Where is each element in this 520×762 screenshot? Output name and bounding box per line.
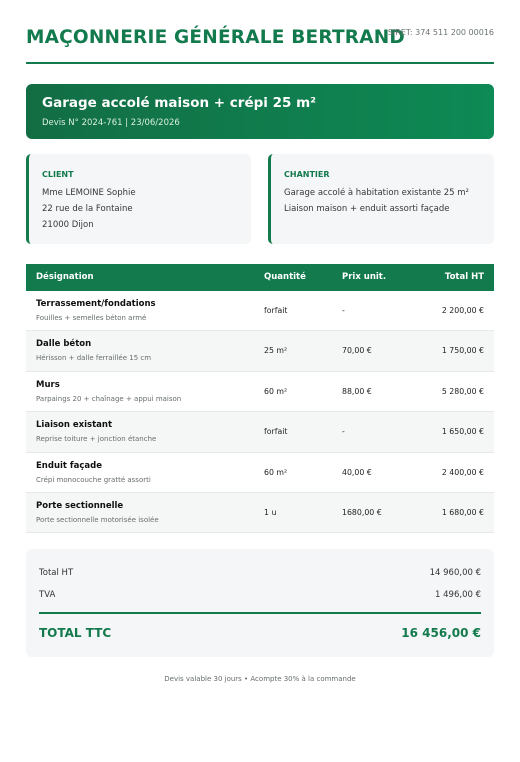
- item-quantity: forfait: [264, 306, 288, 315]
- item-unit-price: 40,00 €: [342, 467, 372, 477]
- item-unit-price: -: [342, 306, 345, 315]
- quote-table: [26, 264, 494, 533]
- item-total: 1 680,00 €: [441, 507, 484, 517]
- item-quantity: 25 m²: [264, 346, 288, 356]
- tva-value: 1 496,00 €: [435, 590, 481, 600]
- table-header: [26, 264, 494, 291]
- table-row: [26, 372, 494, 412]
- item-name: Porte sectionnelle: [36, 500, 124, 511]
- tva-label: TVA: [39, 590, 56, 600]
- item-total: 1 750,00 €: [441, 346, 484, 356]
- total-ht-value: 14 960,00 €: [429, 568, 481, 578]
- item-description: Porte sectionnelle motorisée isolée: [36, 515, 159, 524]
- client-heading: CLIENT: [42, 170, 74, 179]
- table-row: [26, 453, 494, 493]
- footer-note: Devis valable 30 jours • Acompte 30% à la commande: [164, 675, 356, 683]
- item-unit-price: -: [342, 427, 345, 437]
- item-name: Enduit façade: [36, 460, 102, 471]
- item-quantity: 60 m²: [264, 386, 288, 396]
- item-description: Reprise toiture + jonction étanche: [36, 435, 157, 444]
- item-name: Dalle béton: [36, 339, 92, 350]
- item-description: Hérisson + dalle ferraillée 15 cm: [36, 354, 152, 363]
- item-quantity: 1 u: [264, 507, 277, 517]
- client-name: Mme LEMOINE Sophie: [42, 188, 136, 198]
- client-city: 21000 Dijon: [42, 220, 94, 230]
- item-total: 1 650,00 €: [441, 427, 484, 437]
- chantier-heading: CHANTIER: [284, 170, 330, 179]
- item-description: Fouilles + semelles béton armé: [36, 314, 147, 322]
- column-header-total: Total HT: [444, 272, 484, 282]
- item-total: 5 280,00 €: [441, 386, 484, 396]
- table-row: [26, 291, 494, 331]
- item-description: Parpaings 20 + chaînage + appui maison: [36, 394, 182, 403]
- quote-title: Garage accolé maison + crépi 25 m²: [42, 95, 317, 111]
- chantier-line: Garage accolé à habitation existante 25 m²: [284, 188, 469, 198]
- column-header-unit-price: Prix unit.: [342, 272, 387, 282]
- item-total: 2 400,00 €: [441, 467, 484, 477]
- chantier-card: [268, 154, 494, 244]
- client-card: [26, 154, 251, 244]
- item-name: Murs: [36, 379, 60, 390]
- document-header: [26, 24, 494, 64]
- totals-divider: [39, 612, 481, 614]
- total-ttc-label: TOTAL TTC: [39, 626, 112, 640]
- item-quantity: 60 m²: [264, 467, 288, 477]
- table-row: [26, 493, 494, 533]
- company-name: MAÇONNERIE GÉNÉRALE BERTRAND: [26, 27, 405, 48]
- table-row: [26, 412, 494, 452]
- item-unit-price: 88,00 €: [342, 386, 372, 396]
- totals-box: [26, 549, 494, 657]
- item-description: Crépi monocouche gratté assorti: [36, 475, 151, 484]
- total-ttc-value: 16 456,00 €: [401, 626, 481, 640]
- table-row: [26, 331, 494, 371]
- item-unit-price: 70,00 €: [342, 346, 372, 356]
- item-name: Terrassement/fondations: [36, 299, 156, 309]
- total-ht-label: Total HT: [39, 568, 74, 578]
- chantier-line: Liaison maison + enduit assorti façade: [284, 204, 450, 214]
- item-unit-price: 1680,00 €: [342, 507, 382, 517]
- client-street: 22 rue de la Fontaine: [42, 204, 133, 214]
- item-name: Liaison existant: [36, 420, 113, 431]
- item-total: 2 200,00 €: [441, 306, 484, 315]
- column-header-designation: Désignation: [36, 272, 94, 282]
- siret-number: SIRET: 374 511 200 00016: [387, 28, 494, 37]
- quote-reference: Devis N° 2024-761 | 23/06/2026: [42, 118, 180, 128]
- column-header-quantity: Quantité: [264, 272, 306, 282]
- quote-banner: [26, 84, 494, 139]
- item-quantity: forfait: [264, 427, 288, 437]
